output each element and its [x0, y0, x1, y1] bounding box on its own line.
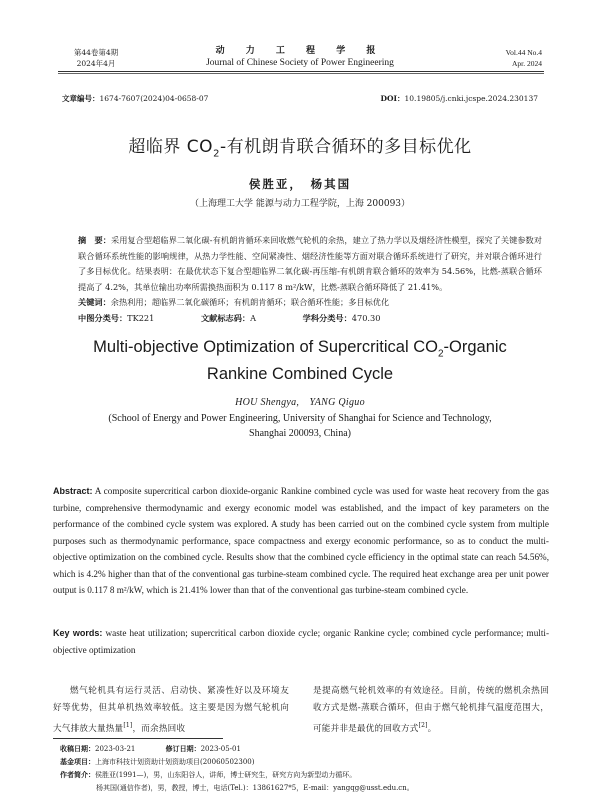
abstract-cn-text: 采用复合型超临界二氧化碳-有机朗肯循环来回收燃气轮机的余热，建立了热力学以及烟经济性模型，探究了关键参数对联合循环系统性能的影响规律，从热力学性能、空间紧凑性、烟经济性能等方面对联合循环系统进行了研究，并对联合循环进行了多目标优化。结果表明：在最优状态下复合型超临界二氧化碳-再压缩-有机朗肯联合循环的效率为 54.56%，比燃-蒸联合循环提高了 4.2%，其单位输出功率所需换热面积为 0.117 8 m²/kW，比燃-蒸联合循环降低了 21.41%。	[78, 235, 542, 292]
title-en-line1	[60, 337, 540, 364]
header-divider-thin	[58, 73, 544, 74]
keywords-cn-label: 关键词：	[78, 297, 111, 307]
footnotes	[60, 743, 550, 795]
header-divider	[58, 71, 544, 72]
affiliation-cn: （上海理工大学 能源与动力工程学院，上海 200093）	[189, 199, 411, 209]
abstract-en	[53, 483, 549, 599]
classification-cn	[78, 311, 542, 325]
received-date	[60, 745, 135, 753]
body-right-text: 是提高燃气轮机效率的有效途径。目前，传统的燃机余热回收方式是燃-蒸联合循环，但由于燃气轮机排气温度范围大，可能并非是最优的回收方式	[313, 686, 549, 734]
author-bio-label: 作者简介：	[60, 771, 95, 779]
header-volume-en	[470, 47, 542, 69]
revised-value: 2023-05-01	[200, 745, 241, 753]
clc-number	[78, 313, 154, 323]
affiliation-en-line1: (School of Energy and Power Engineering, University of Shanghai for Science and Technology,	[108, 413, 492, 424]
title-en	[60, 337, 540, 385]
body-column-right	[313, 683, 549, 738]
author-bio-value: 侯胜亚(1991—)，男，山东阳谷人，讲师，博士研究生，研究方向为新型动力循环。	[95, 771, 357, 779]
footnote-fund	[60, 756, 550, 769]
title-en-line1-suffix: -Organic	[443, 338, 507, 356]
footnote-divider	[53, 738, 223, 739]
citation-ref-1[interactable]: [1]	[123, 722, 133, 729]
keywords-cn	[78, 295, 542, 309]
header-date-cn: 2024年4月	[76, 59, 116, 68]
body-column-left	[53, 683, 289, 738]
keywords-cn-text: 余热利用；超临界二氧化碳循环；有机朗肯循环；联合循环性能；多目标优化	[110, 297, 390, 307]
abstract-en-label: Abstract:	[53, 486, 93, 496]
journal-header	[150, 45, 450, 69]
document-code	[201, 313, 256, 323]
keywords-en-label: Key words:	[53, 628, 103, 638]
doi-label: DOI：	[380, 94, 405, 103]
header-volume-cn	[62, 47, 130, 69]
body-right-tail: 。	[427, 723, 437, 734]
received-label: 收稿日期：	[60, 745, 95, 753]
title-en-line1-prefix: Multi-objective Optimization of Supercritical CO	[93, 338, 438, 356]
abstract-cn-label: 摘 要：	[78, 235, 111, 245]
article-number	[62, 93, 208, 104]
abstract-cn	[78, 233, 542, 295]
header-volume-issue-en: Vol.44 No.4	[505, 48, 542, 57]
clc-label: 中图分类号：	[78, 313, 128, 323]
clc-value: TK221	[127, 313, 155, 323]
header-volume-issue-cn: 第44卷第4期	[73, 48, 119, 57]
article-number-label: 文章编号：	[62, 94, 100, 103]
fund-value: 上海市科技计划资助计划资助项目(20060502300)	[95, 758, 255, 766]
journal-name-cn: 动 力 工 程 学 报	[215, 46, 385, 56]
doi	[380, 93, 538, 104]
authors-en: HOU Shengya, YANG Qiguo	[235, 397, 365, 408]
body-left-tail: ，而余热回收	[132, 723, 186, 734]
title-cn-prefix: 超临界 CO	[128, 137, 214, 157]
title-cn-suffix: -有机朗肯联合循环的多目标优化	[219, 137, 472, 157]
title-cn	[40, 132, 560, 159]
affiliation-en	[70, 411, 530, 441]
journal-name-en: Journal of Chinese Society of Power Engineering	[206, 58, 394, 68]
subject-code-label: 学科分类号：	[302, 313, 352, 323]
revised-date	[166, 745, 241, 753]
footnote-author	[60, 769, 550, 782]
title-en-line2: Rankine Combined Cycle	[206, 365, 394, 384]
footnote-corresponding: 杨其国(通信作者)，男，教授，博士，电话(Tel.)：13861627*5，E-mail：yangqg@usst.edu.cn。	[96, 784, 414, 792]
article-number-value: 1674-7607(2024)04-0658-07	[99, 94, 209, 103]
keywords-en-text: waste heat utilization; supercritical carbon dioxide cycle; organic Rankine cycle; combined cycle performance; multi-objective optimization	[53, 628, 550, 655]
title-en-subscript: 2	[437, 348, 444, 360]
title-cn-subscript: 2	[213, 148, 220, 160]
citation-ref-2[interactable]: [2]	[418, 722, 428, 729]
received-value: 2023-03-21	[95, 745, 136, 753]
keywords-en	[53, 625, 549, 658]
document-code-value: A	[250, 313, 257, 323]
footnote-dates	[60, 743, 550, 756]
doi-value[interactable]: 10.19805/j.cnki.jcspe.2024.230137	[404, 94, 538, 103]
header-date-en: Apr. 2024	[512, 59, 542, 68]
subject-code-value: 470.30	[351, 313, 381, 323]
abstract-en-text: A composite supercritical carbon dioxide-organic Rankine combined cycle was used for waste heat recovery from the gas turbine, comprehensive thermodynamic and exergy economic model was established, and the impact of key parameters on the performance of the combined cycle system was explored. A study has been carried out on the combined cycle system from multiple purposes such as thermodynamic performance, space compactness and exergy economic performance, so as to conduct the multi-objective optimization on the combined cycle. Results show that the combined cycle efficiency in the optimal state can reach 54.56%, which is 4.2% higher than that of the conventional gas turbine-steam combined cycle. The required heat exchange area per unit power output is 0.117 8 m²/kW, which is 21.41% lower than that of the conventional gas turbine-steam combined cycle.	[53, 486, 550, 595]
body-left-text: 燃气轮机具有运行灵活、启动快、紧凑性好以及环境友好等优势，但其单机热效率较低。这主要是因为燃气轮机向大气排放大量热量	[53, 686, 289, 734]
subject-code	[303, 313, 381, 323]
authors-cn: 侯胜亚， 杨其国	[248, 177, 352, 191]
fund-label: 基金项目：	[60, 758, 95, 766]
affiliation-en-line2: Shanghai 200093, China)	[249, 428, 351, 439]
document-code-label: 文献标志码：	[200, 313, 251, 323]
revised-label: 修订日期：	[165, 745, 201, 753]
